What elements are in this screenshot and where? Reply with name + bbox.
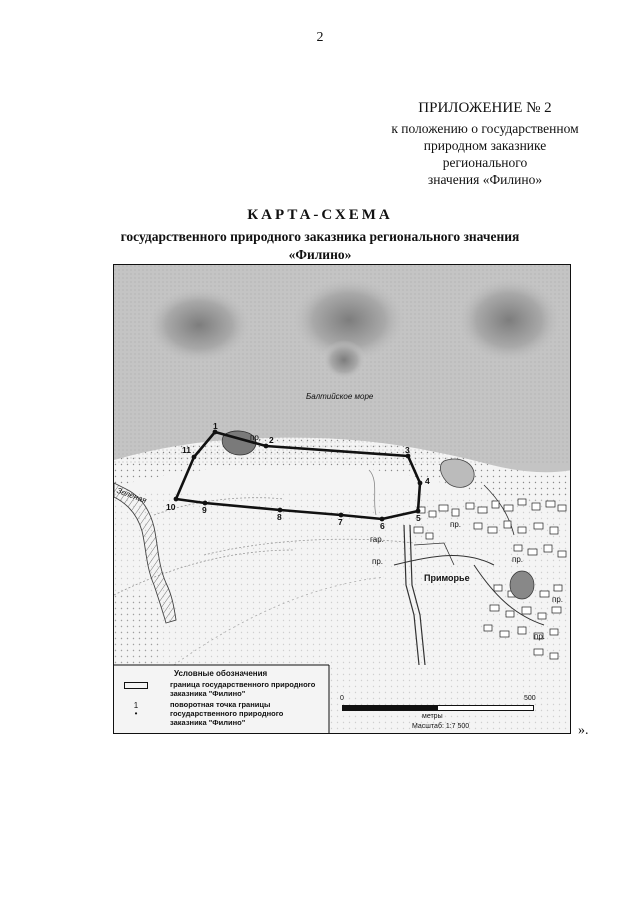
map-drawing [114, 265, 571, 734]
legend-symbol-box [116, 680, 156, 689]
point-label-11: 11 [182, 445, 191, 455]
appendix-heading: ПРИЛОЖЕНИЕ № 2 [418, 100, 552, 116]
place-label: пр. [450, 520, 462, 529]
sea-label: Балтийское море [306, 392, 374, 401]
title-sub-line2: «Филино» [288, 247, 352, 262]
sea-shade [322, 340, 366, 380]
legend-boundary-text: граница государственного природного заказника "Филино" [170, 680, 316, 698]
document-title [60, 207, 580, 264]
appendix-header [360, 100, 610, 188]
title-main: КАРТА-СХЕМА [247, 207, 393, 223]
boundary-point-10 [174, 497, 179, 502]
map-legend [116, 669, 321, 727]
place-label: пр. [250, 433, 262, 442]
legend-row-point [116, 700, 321, 727]
scale-units: метры [422, 713, 443, 720]
point-label-3: 3 [405, 445, 410, 455]
point-label-9: 9 [202, 505, 207, 515]
place-label: пр. [552, 595, 564, 604]
boundary-point-11 [192, 455, 197, 460]
point-label-6: 6 [380, 521, 385, 531]
title-sub-line1: государственного природного заказника регионального значения [120, 229, 520, 244]
point-label-7: 7 [338, 517, 343, 527]
legend-boundary-symbol [124, 682, 148, 689]
appendix-line: регионального [442, 155, 528, 170]
river-label: Зеленая [115, 485, 148, 506]
boundary-point-2 [264, 444, 269, 449]
scale-bar-graphic [342, 705, 534, 711]
appendix-line: природном заказнике [423, 138, 547, 153]
legend-symbol-box [116, 700, 156, 718]
map-scheme [113, 264, 571, 734]
point-label-2: 2 [269, 435, 274, 445]
scale-end: 500 [524, 695, 536, 702]
legend-row-boundary [116, 680, 321, 698]
point-label-1: 1 [213, 421, 218, 431]
scale-ratio: Масштаб: 1:7 500 [412, 723, 470, 730]
sea-shade [454, 275, 564, 365]
legend-point-symbol: 1 • [133, 701, 139, 718]
place-label: гар. [370, 535, 384, 544]
settlement-pond [510, 571, 534, 599]
point-label-10: 10 [166, 502, 176, 512]
scale-zero: 0 [340, 695, 344, 702]
point-label-4: 4 [425, 476, 430, 486]
sea-shade [144, 285, 254, 365]
place-label: пр. [534, 632, 546, 641]
appendix-line: значения «Филино» [427, 172, 543, 187]
boundary-point-4 [418, 481, 423, 486]
legend-title: Условные обозначения [174, 669, 268, 678]
legend-point-text: поворотная точка границы государственного природного заказника "Филино" [170, 700, 284, 727]
page-number: 2 [316, 30, 324, 45]
legend-point-number: 1 [133, 701, 139, 710]
closing-quote: ». [578, 723, 589, 738]
point-label-5: 5 [416, 513, 421, 523]
town-label: Приморье [424, 573, 470, 583]
appendix-line: к положению о государственном [391, 121, 579, 136]
place-label: пр. [372, 557, 384, 566]
place-label: пр. [512, 555, 524, 564]
point-label-8: 8 [277, 512, 282, 522]
